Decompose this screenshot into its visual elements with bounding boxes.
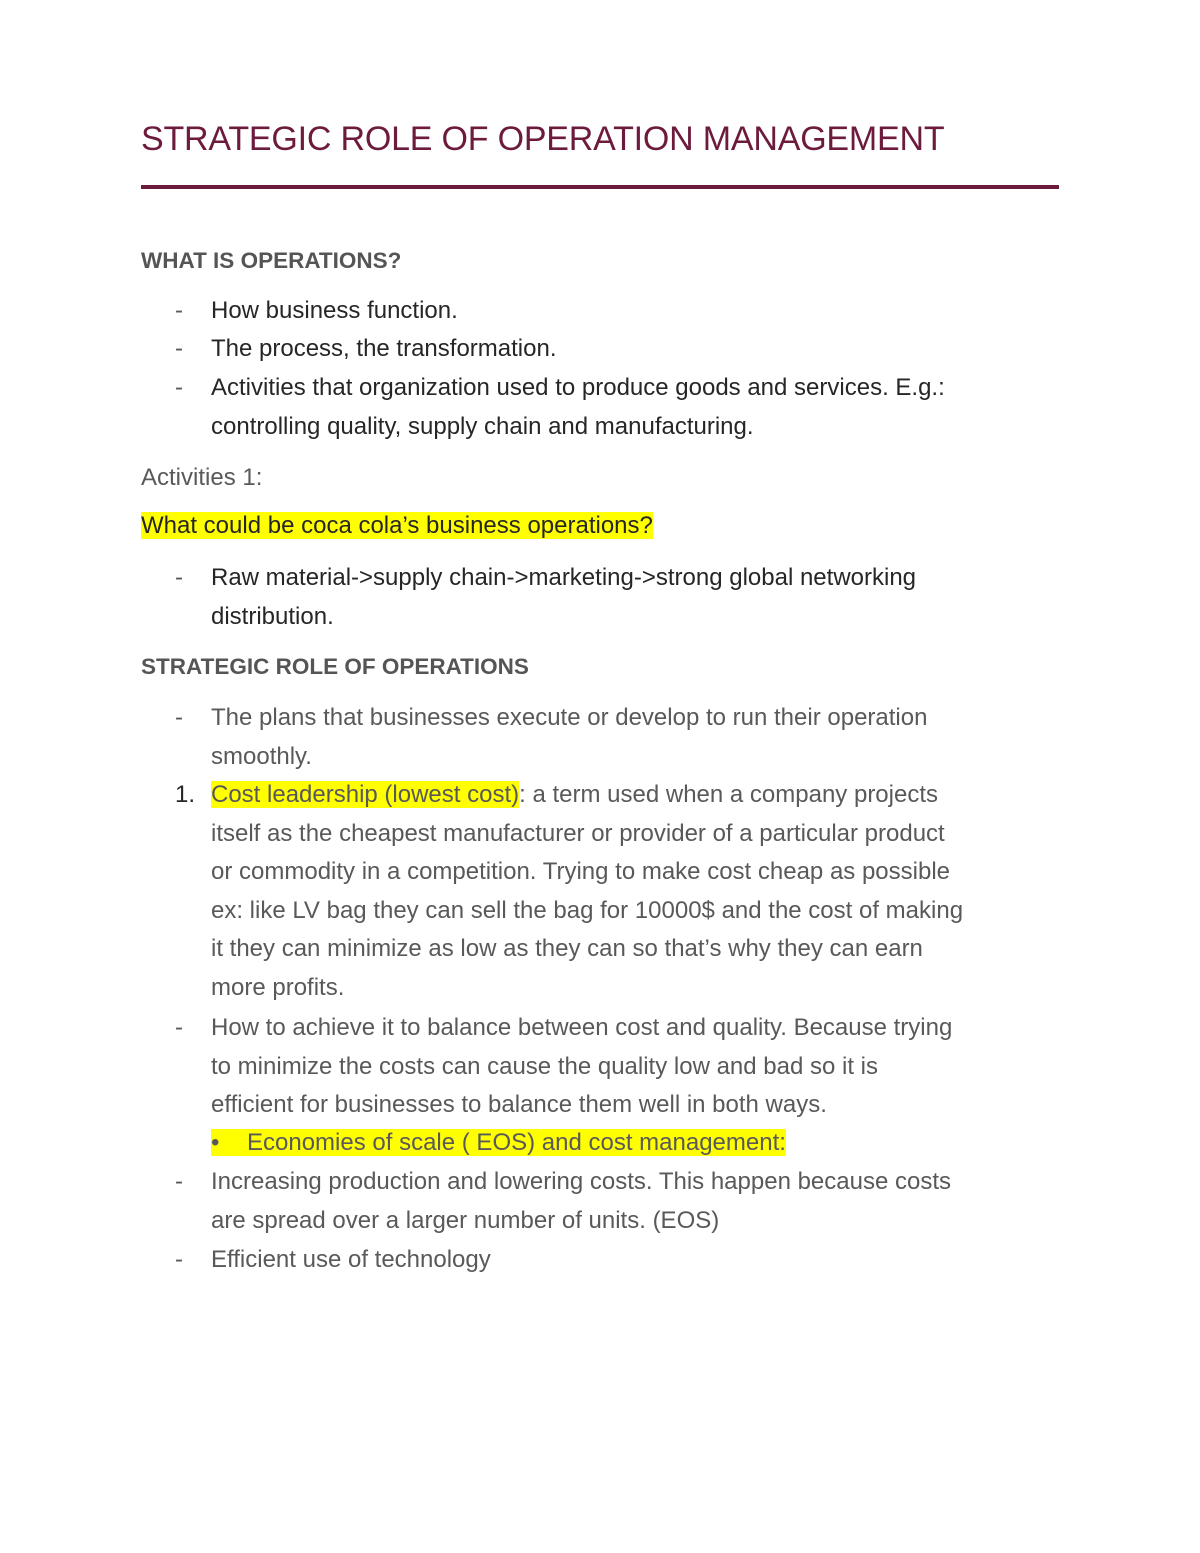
list-item-text: more profits. <box>211 973 345 1001</box>
list-item-text: Efficient use of technology <box>211 1246 491 1273</box>
list-item-text: Raw material->supply chain->marketing->strong global networking <box>211 564 917 591</box>
sub-bullet-text: Economies of scale ( EOS) and cost management: <box>247 1129 786 1156</box>
list-dash: - <box>175 297 183 324</box>
section-heading-strategic-role: STRATEGIC ROLE OF OPERATIONS <box>141 654 529 679</box>
list-item-text: to minimize the costs can cause the quality low and bad so it is <box>211 1052 879 1080</box>
list-item-text: itself as the cheapest manufacturer or provider of a particular product <box>211 819 945 847</box>
highlighted-sub-bullet <box>211 1129 786 1156</box>
numbered-item-first-line <box>211 776 1059 815</box>
sub-bullet-item <box>211 1124 786 1163</box>
list-item-text: or commodity in a competition. Trying to make cost cheap as possible <box>211 858 951 886</box>
list-item-text: efficient for businesses to balance them well in both ways. <box>211 1091 827 1119</box>
document-title: STRATEGIC ROLE OF OPERATION MANAGEMENT <box>141 120 945 158</box>
list-dash: - <box>175 1014 183 1041</box>
list-item-text: smoothly. <box>211 742 312 770</box>
list-item-text: controlling quality, supply chain and manufacturing. <box>211 412 754 440</box>
section-heading-what-is-operations: WHAT IS OPERATIONS? <box>141 248 402 273</box>
highlighted-term: Cost leadership (lowest cost) <box>211 781 520 808</box>
list-item-text: are spread over a larger number of units. (EOS) <box>211 1206 720 1234</box>
list-dash: - <box>175 335 183 362</box>
bullet-icon: • <box>211 1129 220 1156</box>
highlighted-question: What could be coca cola’s business operations? <box>141 512 653 539</box>
list-item-text: it they can minimize as low as they can so that’s why they can earn <box>211 935 923 963</box>
list-number: 1. <box>175 781 196 808</box>
list-dash: - <box>175 374 183 401</box>
list-item-text: Activities that organization used to produce goods and services. E.g.: <box>211 374 945 401</box>
activities-label: Activities 1: <box>141 464 263 491</box>
list-item-text: How to achieve it to balance between cost and quality. Because trying <box>211 1014 953 1041</box>
list-dash: - <box>175 564 183 591</box>
list-item-text: How business function. <box>211 297 458 324</box>
list-item-text: The process, the transformation. <box>211 335 557 362</box>
title-divider <box>141 185 1059 189</box>
list-item-text: Increasing production and lowering costs. This happen because costs <box>211 1168 952 1195</box>
list-dash: - <box>175 1246 183 1273</box>
definition-text: : a term used when a company projects <box>519 781 938 808</box>
list-item-text: distribution. <box>211 602 334 630</box>
list-item-text: The plans that businesses execute or develop to run their operation <box>211 704 928 731</box>
activities-question <box>141 512 653 540</box>
list-dash: - <box>175 1168 183 1195</box>
list-item-text: ex: like LV bag they can sell the bag for 10000$ and the cost of making <box>211 896 964 924</box>
list-dash: - <box>175 704 183 731</box>
